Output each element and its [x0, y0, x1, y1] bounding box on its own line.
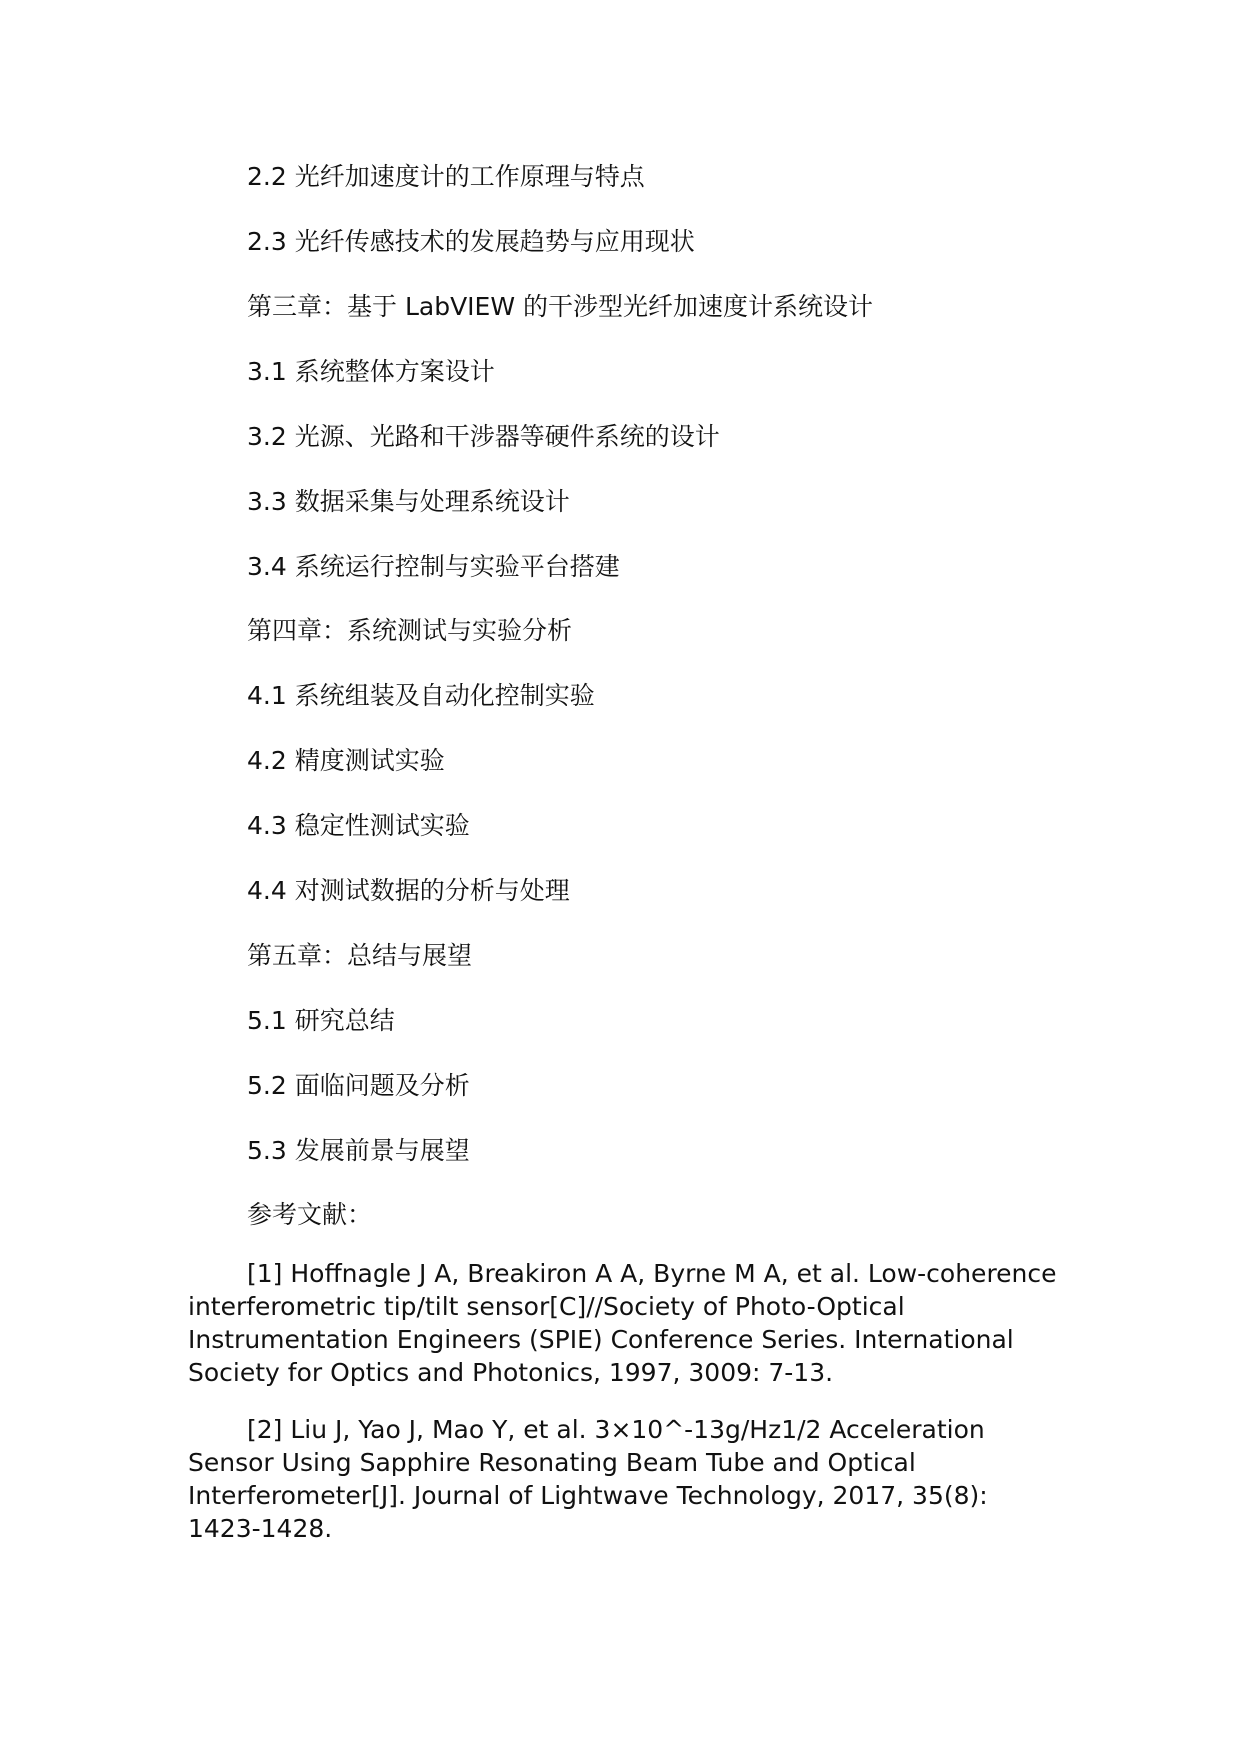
- toc-chapter-5: 第五章：总结与展望: [247, 941, 473, 970]
- toc-entry-2-3: 2.3 光纤传感技术的发展趋势与应用现状: [247, 227, 695, 256]
- toc-entry-4-1: 4.1 系统组装及自动化控制实验: [247, 681, 595, 710]
- toc-entry-5-3: 5.3 发展前景与展望: [247, 1136, 470, 1165]
- toc-entry-2-2: 2.2 光纤加速度计的工作原理与特点: [247, 162, 645, 191]
- toc-entry-4-3: 4.3 稳定性测试实验: [247, 811, 470, 840]
- toc-entry-5-2: 5.2 面临问题及分析: [247, 1071, 470, 1100]
- toc-entry-3-3: 3.3 数据采集与处理系统设计: [247, 487, 570, 516]
- reference-item-1: [1] Hoffnagle J A, Breakiron A A, Byrne M A, et al. Low-coherence interferometric tip/tilt sensor[C]//Society of Photo-Optical Instrumentation Engineers (SPIE) Conference Series. International Society for Optics and Photonics, 1997, 3009: 7-13.: [188, 1259, 1057, 1387]
- toc-chapter-4: 第四章：系统测试与实验分析: [247, 616, 573, 645]
- toc-entry-4-4: 4.4 对测试数据的分析与处理: [247, 876, 570, 905]
- toc-entry-3-2: 3.2 光源、光路和干涉器等硬件系统的设计: [247, 422, 720, 451]
- toc-chapter-3: 第三章：基于 LabVIEW 的干涉型光纤加速度计系统设计: [247, 292, 874, 321]
- reference-item-2: [2] Liu J, Yao J, Mao Y, et al. 3×10^-13g/Hz1/2 Acceleration Sensor Using Sapphire Resonating Beam Tube and Optical Interferometer[J]. Journal of Lightwave Technology, 2017, 35(8): 1423-1428.: [188, 1415, 988, 1543]
- toc-entry-3-1: 3.1 系统整体方案设计: [247, 357, 495, 386]
- toc-entry-5-1: 5.1 研究总结: [247, 1006, 395, 1035]
- toc-entry-3-4: 3.4 系统运行控制与实验平台搭建: [247, 552, 620, 581]
- toc-entry-4-2: 4.2 精度测试实验: [247, 746, 445, 775]
- references-heading: 参考文献：: [247, 1200, 373, 1229]
